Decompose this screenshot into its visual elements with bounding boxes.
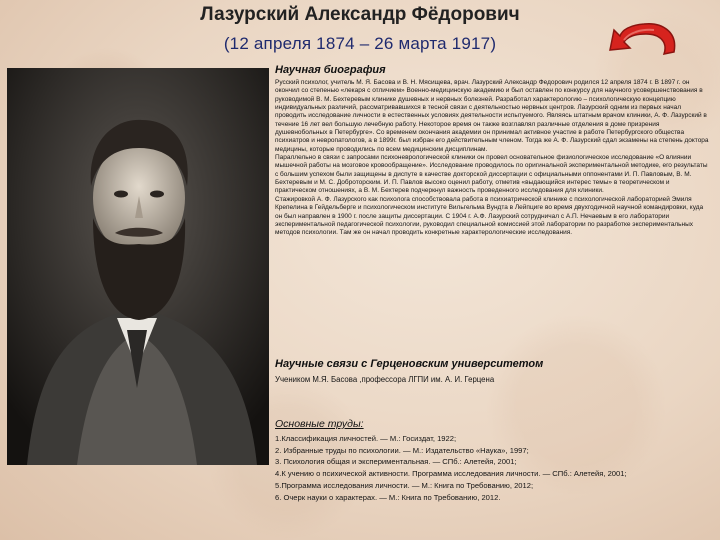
works-item: 2. Избранные труды по психологии. — М.: Издательство «Наука», 1997;: [275, 445, 529, 455]
works-item: 4.К учению о психической активности. Программа исследования личности. — СПб.: Алетейя, 2001;: [275, 469, 627, 479]
works-item: 3. Психология общая и экспериментальная. — СПб.: Алетейя, 2001;: [275, 457, 517, 467]
university-heading: Научные связи с Герценовским университетом: [275, 358, 544, 370]
life-dates: (12 апреля 1874 – 26 марта 1917): [223, 34, 497, 53]
bio-paragraph: Русский психолог, учитель М. Я. Басова и В. Н. Мясищева, врач. Лазурский Александр Федорович родился 12 апреля 1874 г. В 1897 г. он окончил со степенью «лекаря с отличием» Военно-медицинскую академию и был оставлен по конкурсу для научного усовершенствования в руководимой В. М. Бехтеревым клинике душевных и нервных болезней. Разработал характерологию – психологическую концепцию индивидуальных различий, рассматривавшихся в тесной связи с деятельностью нервных центров. Лазурский одним из первых начал проводить исследование личности в естественных условиях деятельности испытуемого. Являясь штатным врачом клиники, А. Ф. Лазурский в течение 16 лет вел большую лечебную работу. Некоторое время он также возглавлял различные отделения в доме призрения душевнобольных в Петербурге». Со временем окончания академии он принимал активное участие в работе Петербургского общества психиатров и невропатологов, а в 1899г. был избран его действительным членом. Тогда же А. Ф. Лазурский сдал экзамены на степень доктора медицины, которые проводились по всем медицинским дисциплинам.: [275, 79, 709, 153]
portrait-photo: [7, 68, 269, 465]
curved-return-arrow-icon[interactable]: [604, 14, 684, 66]
bio-text: [275, 79, 712, 238]
bio-heading: Научная биография: [275, 64, 386, 76]
works-item: 5.Программа исследования личности. — М.: Книга по Требованию, 2012;: [275, 480, 534, 490]
bio-paragraph: Стажировкой А. Ф. Лазурского как психолога способствовала работа в психиатрической клинике с психологической лабораторией Эмиля Крепелина в Гейдельберге и психологическом институте Вильгельма Вундта в Лейпциге во время двухгодичной научной командировки, куда он был направлен в 1900 г. после защиты диссертации. С 1904 г. А.Ф. Лазурский сотрудничал с А.П. Нечаевым в его лаборатории экспериментальной педагогической психологии, руководил специальной комиссией этой лаборатории по разработке экспериментальных методов психологии. Там же он начал проводить конкретные характерологические исследования.: [275, 195, 704, 237]
works-list: [275, 433, 712, 503]
page-title: Лазурский Александр Фёдорович: [200, 4, 520, 25]
bio-paragraph: Параллельно в связи с запросами психоневрологической клиники он провел основательное физиологическое исследование «О влиянии мышечной работы на мозговое кровообращение». Исследование проводилось по оригинальной экспериментальной методике, его результаты с большим успехом были защищены в диспуте в качестве докторской диссертации с официальными оппонентами И. П. Павловым, В. М. Бехтеревым и М. С. Доброторским. И. П. Павлов высоко оценил работу, отметив «выдающийся интерес темы» в теоретическом и практическом отношениях, а В. М. Бехтерев подчеркнул важность проведенного исследования для клиники.: [275, 154, 708, 195]
works-item: 6. Очерк науки о характерах. — М.: Книга по Требованию, 2012.: [275, 492, 501, 502]
works-item: 1.Классификация личностей. — М.: Госиздат, 1922;: [275, 434, 457, 443]
university-text: Учеником М.Я. Басова ,профессора ЛГПИ им. А. И. Герцена: [275, 375, 495, 384]
works-heading: Основные труды:: [275, 418, 364, 430]
